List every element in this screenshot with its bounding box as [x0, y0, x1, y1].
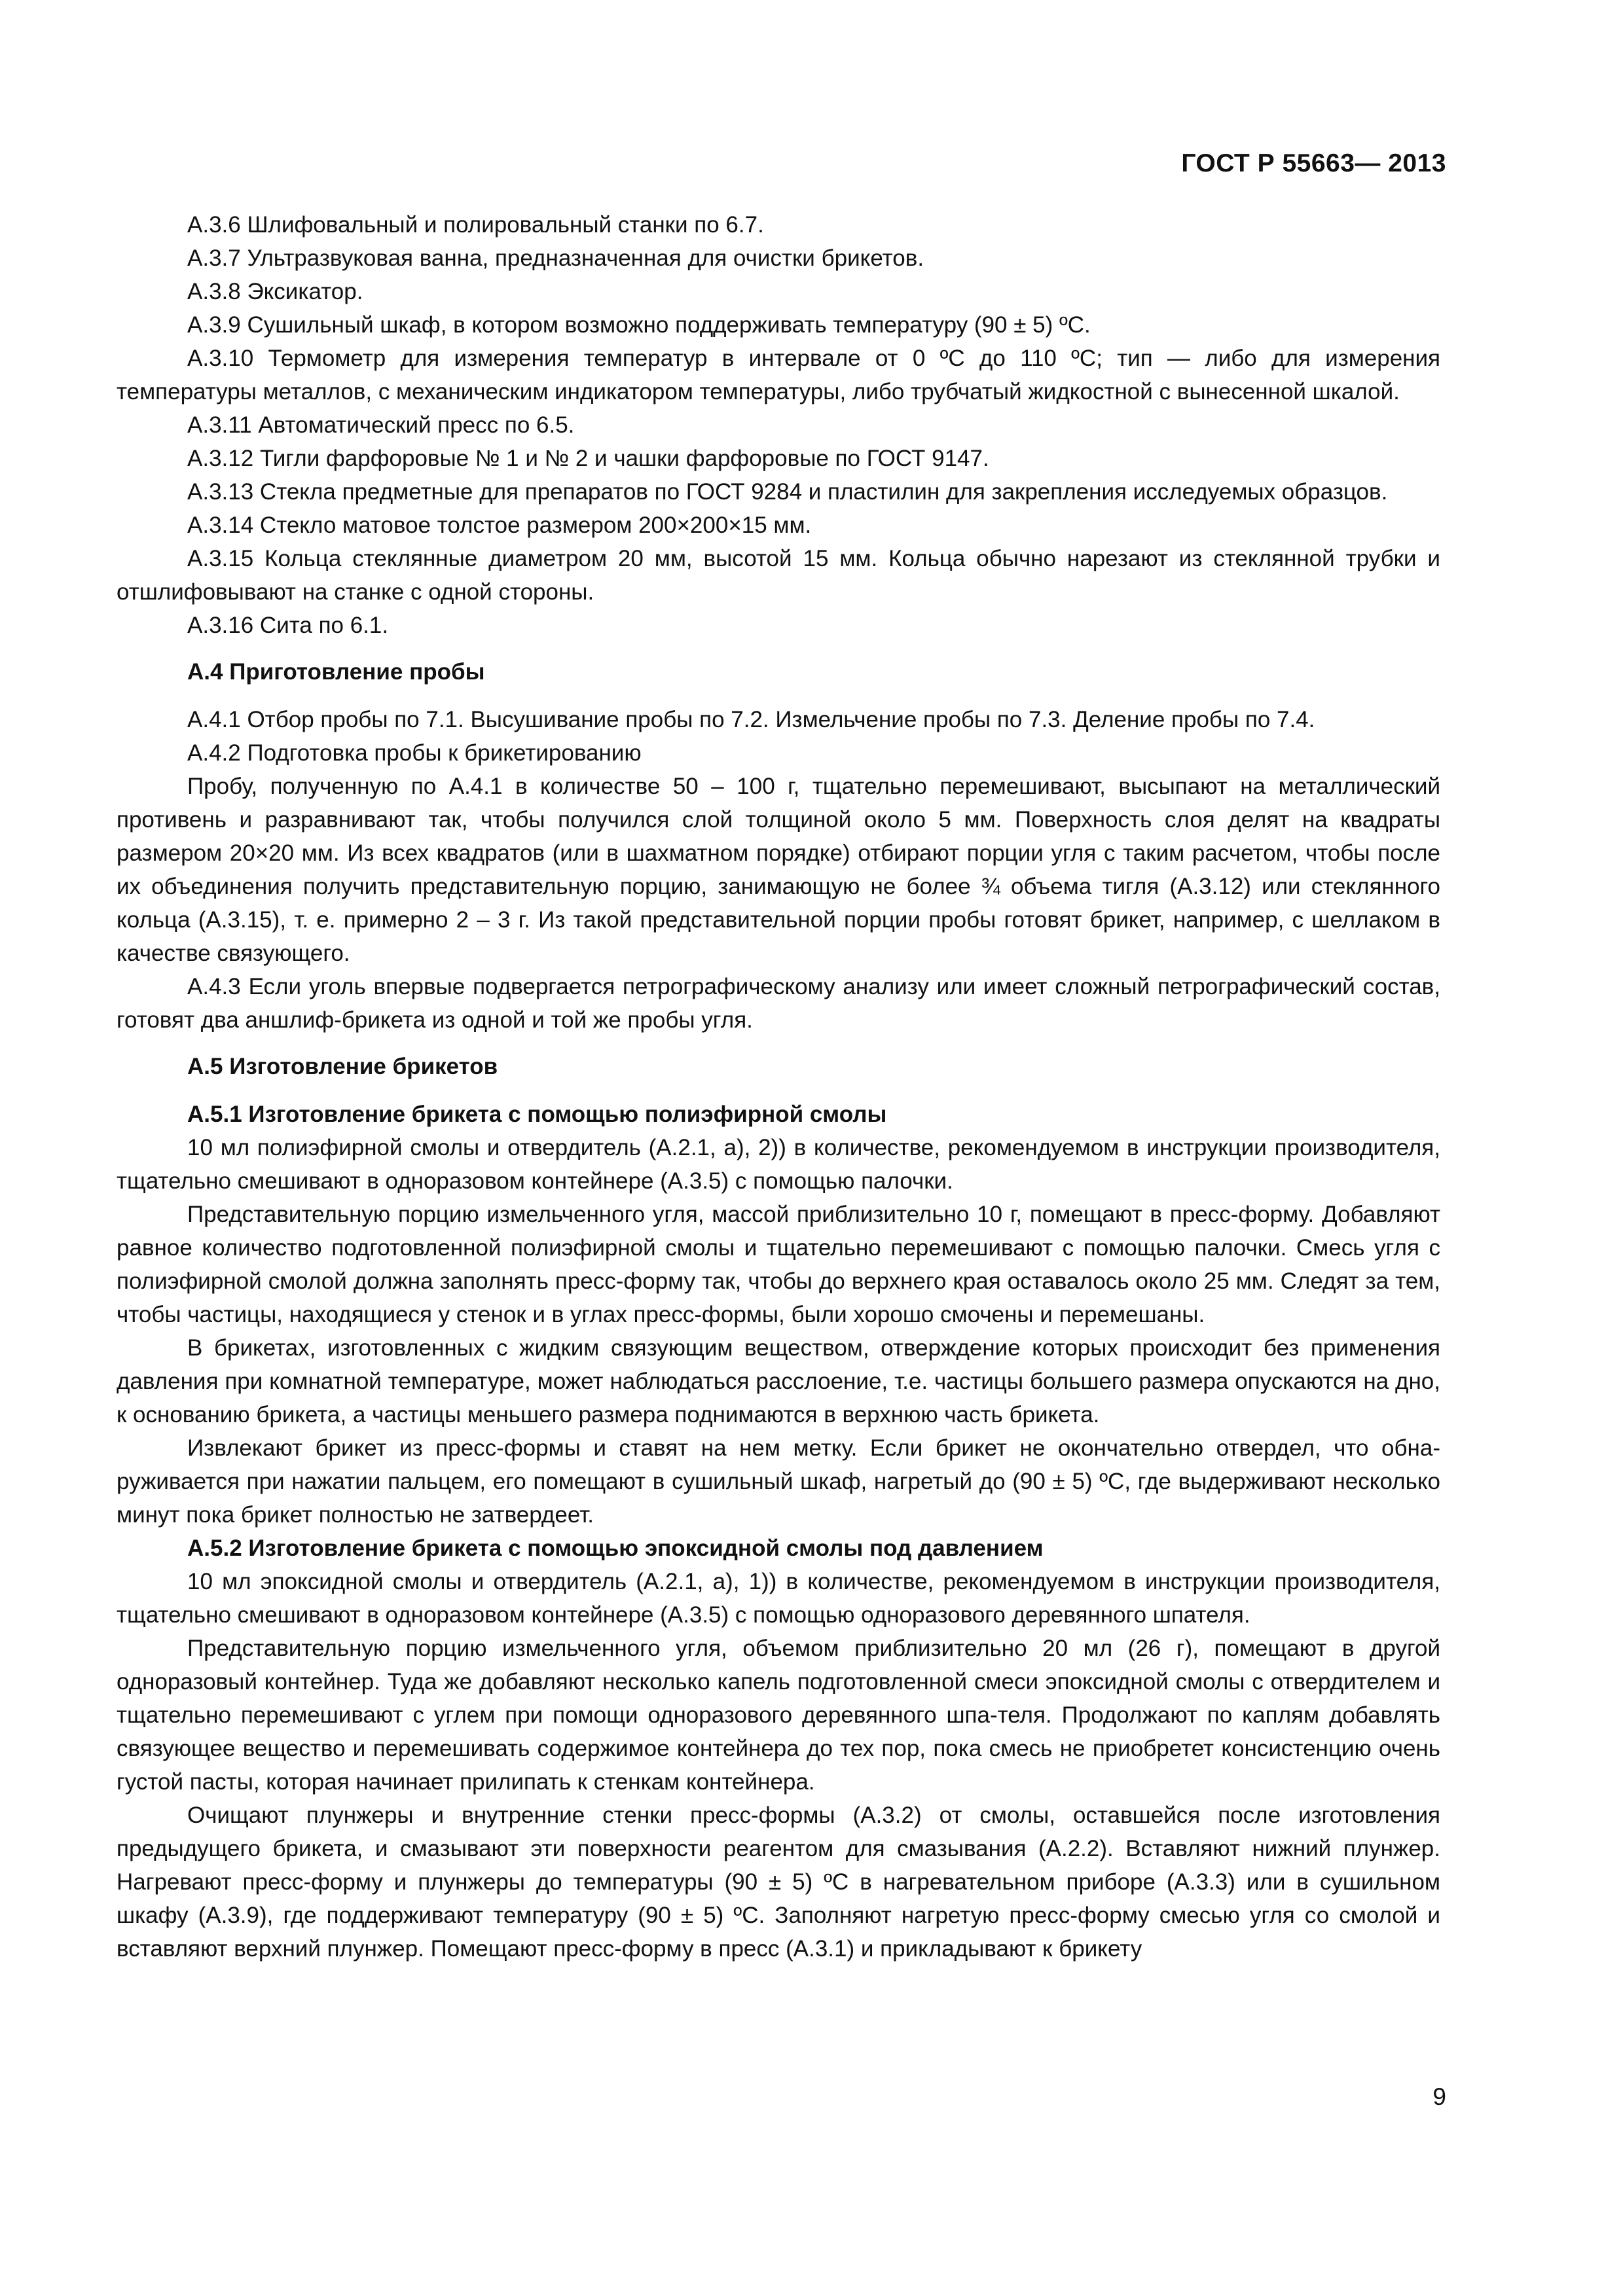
paragraph-a3-13: А.3.13 Стекла предметные для препаратов по ГОСТ 9284 и пластилин для закрепления исследуемых образцов. — [187, 479, 1388, 505]
paragraph-a3-8: А.3.8 Эксикатор. — [187, 279, 363, 304]
page-number: 9 — [1432, 2083, 1446, 2110]
paragraph-a5-2-c: Очищают плунжеры и внутренние стенки пресс-формы (А.3.2) от смолы, оставшейся после изготовления предыдущего брикета, и смазывают эти поверхности реагентом для смазывания (А.2.2). Вставляют нижний плунжер. Нагревают пресс-форму и плунжеры до температуры (90 ± 5) ºС в нагревательном приборе (А.3.3) или в сушильном шкафу (А.3.9), где поддерживают температуру (90 ± 5) ºС. Заполняют нагретую пресс-форму смесью угля со смолой и вставляют верхний плунжер. Помещают пресс-форму в пресс (А.3.1) и прикладывают к брикету — [117, 1803, 1440, 1962]
document-header: ГОСТ Р 55663— 2013 — [1181, 149, 1446, 177]
document-body — [117, 208, 1440, 1965]
paragraph-a5-1-c: В брикетах, изготовленных с жидким связующим веществом, отверждение которых происходит без применения давления при комнатной температуре, может наблюдаться расслоение, т.е. частицы большего размера опускаются на дно, к основанию брикета, а частицы меньшего размера поднимаются в верхнюю часть брикета. — [117, 1335, 1440, 1427]
paragraph-a5-2-a: 10 мл эпоксидной смолы и отвердитель (А.2.1, а), 1)) в количестве, рекомендуемом в инструкции производителя, тщательно смешивают в одноразовом контейнере (А.3.5) с помощью одноразового деревянного шпателя. — [117, 1569, 1440, 1628]
paragraph-a3-9: А.3.9 Сушильный шкаф, в котором возможно поддерживать температуру (90 ± 5) ºС. — [187, 312, 1091, 338]
subsection-heading-a5-2: А.5.2 Изготовление брикета с помощью эпоксидной смолы под давлением — [187, 1535, 1044, 1561]
paragraph-a3-11: А.3.11 Автоматический пресс по 6.5. — [187, 412, 575, 438]
paragraph-a3-6: А.3.6 Шлифовальный и полировальный станки по 6.7. — [187, 212, 764, 238]
paragraph-a5-1-b: Представительную порцию измельченного угля, массой приблизительно 10 г, помещают в пресс-форму. Добавляют равное количество подготовленной полиэфирной смолы и тщательно перемешивают с помощью палочки. Смесь угля с полиэфирной смолой должна заполнять пресс-форму так, чтобы до верхнего края оставалось около 25 мм. Следят за тем, чтобы частицы, находящиеся у стенок и в углах пресс-формы, были хорошо смочены и перемешаны. — [117, 1202, 1440, 1327]
subsection-heading-a5-1: А.5.1 Изготовление брикета с помощью полиэфирной смолы — [187, 1102, 887, 1127]
paragraph-a4-2-text: Пробу, полученную по А.4.1 в количестве 50 – 100 г, тщательно перемешивают, высыпают на металлический противень и разравнивают так, чтобы получился слой толщиной около 5 мм. Поверхность слоя делят на квадраты размером 20×20 мм. Из всех квадратов (или в шахматном порядке) отбирают порции угля с таким расчетом, чтобы после их объединения получить представительную порцию, занимающую не более ¾ объема тигля (А.3.12) или стеклянного кольца (А.3.15), т. е. примерно 2 – 3 г. Из такой представительной порции пробы готовят брикет, например, с шеллаком в качестве связующего. — [117, 774, 1440, 966]
paragraph-a4-1: А.4.1 Отбор пробы по 7.1. Высушивание пробы по 7.2. Измельчение пробы по 7.3. Деление пробы по 7.4. — [187, 707, 1315, 732]
paragraph-a3-7: А.3.7 Ультразвуковая ванна, предназначенная для очистки брикетов. — [187, 245, 924, 271]
section-heading-a4: А.4 Приготовление пробы — [187, 659, 485, 685]
paragraph-a3-12: А.3.12 Тигли фарфоровые № 1 и № 2 и чашки фарфоровые по ГОСТ 9147. — [187, 446, 989, 471]
paragraph-a3-14: А.3.14 Стекло матовое толстое размером 200×200×15 мм. — [187, 512, 812, 538]
paragraph-a4-3: А.4.3 Если уголь впервые подвергается петрографическому анализу или имеет сложный петрографический состав, готовят два аншлиф-брикета из одной и той же пробы угля. — [117, 974, 1440, 1033]
paragraph-a5-1-a: 10 мл полиэфирной смолы и отвердитель (А.2.1, а), 2)) в количестве, рекомендуемом в инструкции производителя, тщательно смешивают в одноразовом контейнере (А.3.5) с помощью палочки. — [117, 1135, 1440, 1194]
section-heading-a5: А.5 Изготовление брикетов — [187, 1054, 498, 1079]
paragraph-a5-1-d: Извлекают брикет из пресс-формы и ставят на нем метку. Если брикет не окончательно отвердел, что обнаруживается при нажатии пальцем, его помещают в сушильный шкаф, нагретый до (90 ± 5) ºС, где выдерживают несколько минут пока брикет полностью не затвердеет. — [117, 1435, 1440, 1528]
paragraph-a3-10: А.3.10 Термометр для измерения температур в интервале от 0 ºС до 110 ºС; тип — либо для измерения температуры металлов, с механическим индикатором температуры, либо трубчатый жидкостной с вынесенной шкалой. — [117, 346, 1440, 404]
paragraph-a3-15: А.3.15 Кольца стеклянные диаметром 20 мм, высотой 15 мм. Кольца обычно нарезают из стеклянной трубки и отшлифовывают на станке с одной стороны. — [117, 546, 1440, 605]
paragraph-a5-2-b: Представительную порцию измельченного угля, объемом приблизительно 20 мл (26 г), помещают в другой одноразовый контейнер. Туда же добавляют несколько капель подготовленной смеси эпоксидной смолы с отвердителем и тщательно перемешивают с углем при помощи одноразового деревянного шпа-теля. Продолжают по каплям добавлять связующее вещество и перемешивать содержимое контейнера до тех пор, пока смесь не приобретет консистенцию очень густой пасты, которая начинает прилипать к стенкам контейнера. — [117, 1636, 1440, 1795]
paragraph-a4-2: А.4.2 Подготовка пробы к брикетированию — [187, 740, 642, 766]
paragraph-a3-16: А.3.16 Сита по 6.1. — [187, 613, 389, 638]
